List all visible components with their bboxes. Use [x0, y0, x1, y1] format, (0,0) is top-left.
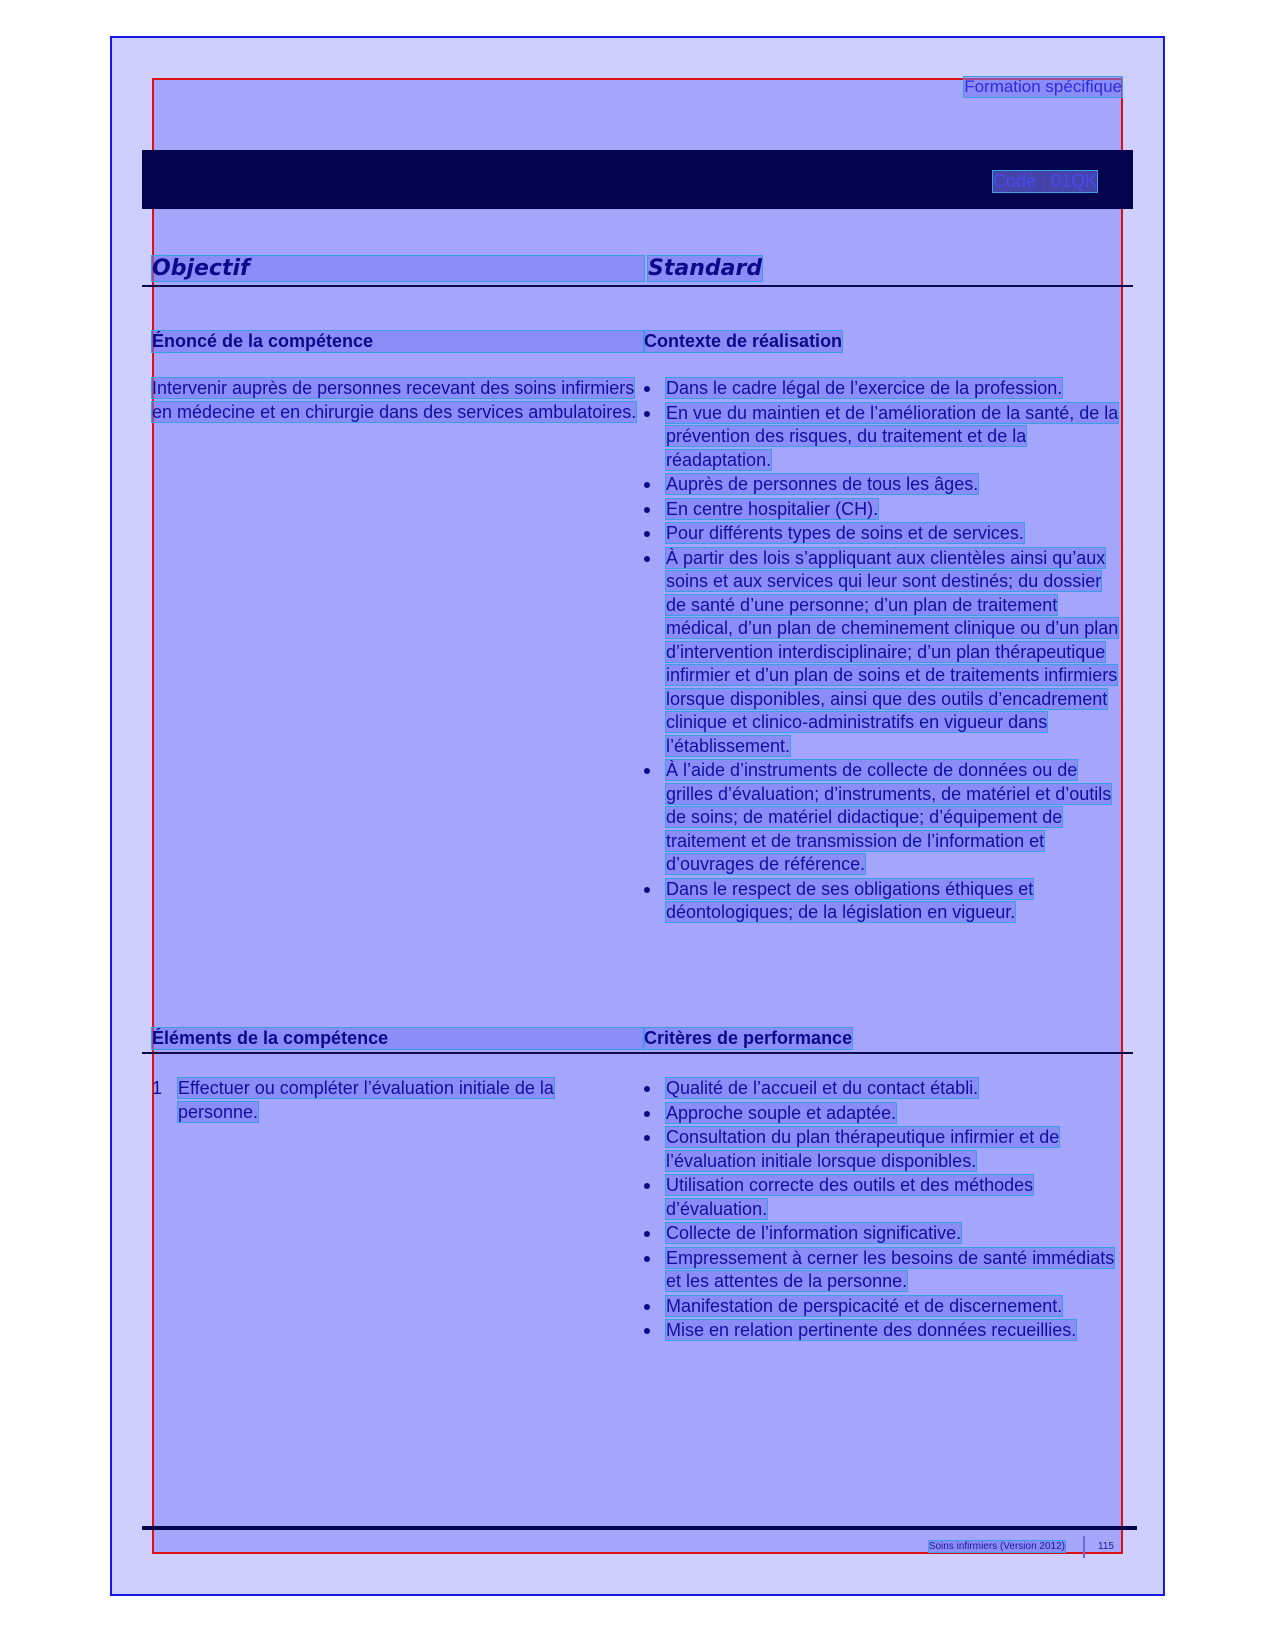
list-item: Consultation du plan thérapeutique infirmier et de l’évaluation initiale lorsque disponibles.	[642, 1126, 1122, 1173]
list-item: À l’aide d’instruments de collecte de données ou de grilles d’évaluation; d’instruments, de matériel et d’outils de soins; de matériel didactique; d’équipement de traitement et de transmission de l’information et d’ouvrages de référence.	[642, 759, 1122, 877]
section-divider	[142, 1052, 1133, 1054]
list-item: Dans le respect de ses obligations éthiques et déontologiques; de la législation en vigueur.	[642, 878, 1122, 925]
objectif-title: Objectif	[152, 256, 644, 281]
competence-element	[152, 1077, 622, 1124]
element-number: 1	[152, 1078, 163, 1098]
list-item: Pour différents types de soins et de services.	[642, 522, 1122, 546]
standard-title: Standard	[648, 256, 763, 281]
footer-label: Soins infirmiers (Version 2012)	[928, 1541, 1065, 1552]
footer-separator	[1083, 1536, 1085, 1558]
list-item: Qualité de l’accueil et du contact établi.	[642, 1077, 1122, 1101]
bullet-icon	[644, 1231, 650, 1237]
section-divider	[142, 285, 1133, 287]
bullet-icon	[644, 1328, 650, 1334]
criteres-heading: Critères de performance	[644, 1028, 853, 1048]
footer-divider	[142, 1526, 1137, 1530]
list-item: Empressement à cerner les besoins de santé immédiats et les attentes de la personne.	[642, 1247, 1122, 1294]
bullet-icon	[644, 1304, 650, 1310]
list-item: En centre hospitalier (CH).	[642, 498, 1122, 522]
bullet-icon	[644, 482, 650, 488]
bullet-icon	[644, 1183, 650, 1189]
list-item: En vue du maintien et de l’amélioration de la santé, de la prévention des risques, du traitement et de la réadaptation.	[642, 402, 1122, 473]
bullet-icon	[644, 411, 650, 417]
bullet-icon	[644, 1086, 650, 1092]
elements-heading: Éléments de la compétence	[152, 1028, 644, 1049]
bullet-icon	[644, 507, 650, 513]
list-item: Dans le cadre légal de l’exercice de la profession.	[642, 377, 1122, 401]
bullet-icon	[644, 556, 650, 562]
bullet-icon	[644, 531, 650, 537]
bullet-icon	[644, 887, 650, 893]
element-text: Effectuer ou compléter l’évaluation initiale de la personne.	[178, 1078, 554, 1122]
list-item: Auprès de personnes de tous les âges.	[642, 473, 1122, 497]
program-label: Formation spécifique	[964, 77, 1122, 96]
bullet-icon	[644, 768, 650, 774]
list-item: Collecte de l’information significative.	[642, 1222, 1122, 1246]
contexte-list	[642, 377, 1122, 926]
list-item: À partir des lois s’appliquant aux clientèles ainsi qu’aux soins et aux services qui leur sont destinés; du dossier de santé d’une personne; d’un plan de traitement médical, d’un plan de cheminement clinique ou d’un plan d’intervention interdisciplinaire; d’un plan thérapeutique infirmier et d’un plan de soins et de traitements infirmiers lorsque disponibles, ainsi que des outils d’encadrement clinique et clinico-administratifs en vigueur dans l’établissement.	[642, 547, 1122, 759]
header-band	[142, 150, 1133, 209]
page-number: 115	[1098, 1541, 1114, 1552]
contexte-heading: Contexte de réalisation	[644, 331, 843, 351]
bullet-icon	[644, 1256, 650, 1262]
list-item: Manifestation de perspicacité et de discernement.	[642, 1295, 1122, 1319]
competence-statement: Intervenir auprès de personnes recevant des soins infirmiers en médecine et en chirurgie dans des services ambulatoires.	[152, 378, 637, 422]
bullet-icon	[644, 1111, 650, 1117]
bullet-icon	[644, 386, 650, 392]
course-code: Code : 01QK	[992, 171, 1097, 191]
competence-heading: Énoncé de la compétence	[152, 331, 644, 352]
criteres-list	[642, 1077, 1122, 1344]
bullet-icon	[644, 1135, 650, 1141]
list-item: Approche souple et adaptée.	[642, 1102, 1122, 1126]
list-item: Mise en relation pertinente des données recueillies.	[642, 1319, 1122, 1343]
list-item: Utilisation correcte des outils et des méthodes d’évaluation.	[642, 1174, 1122, 1221]
